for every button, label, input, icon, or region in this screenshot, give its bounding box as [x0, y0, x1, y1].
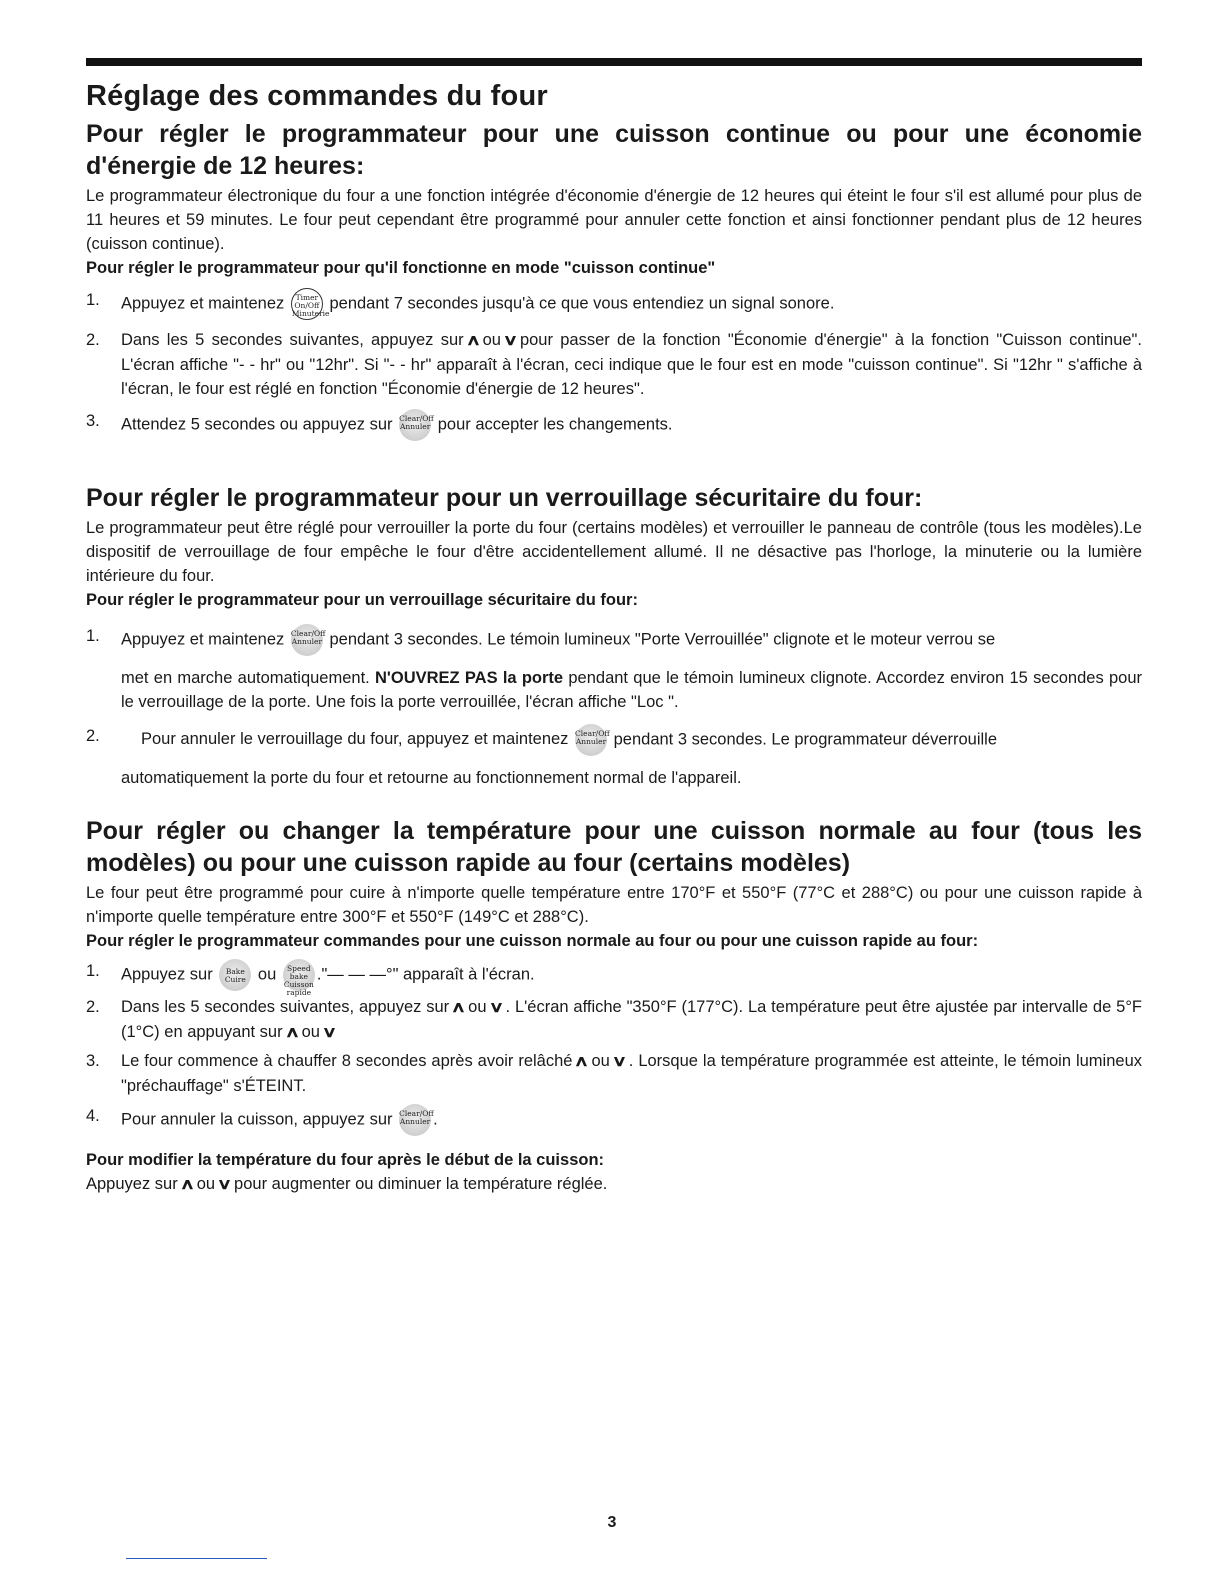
step-number: 3.: [86, 412, 100, 430]
warning-text: N'OUVREZ PAS la porte: [375, 669, 564, 687]
bake-button-icon: Bake Cuire: [219, 959, 251, 991]
step-text: ou: [482, 331, 501, 349]
clear-off-button-icon: Clear/Off Annuler: [575, 724, 607, 756]
section-oven-lock: [86, 482, 1142, 790]
section-intro: Le four peut être programmé pour cuire à n'importe quelle température entre 170°F et 550°F (77°C et 288°C) ou pour une cuisson rapide à n'importe quelle température entre 300°F et 550°F (149°C et 288°C).: [86, 884, 1142, 926]
step-text: pour accepter les changements.: [437, 415, 673, 434]
arrow-down-icon: ∨: [611, 1053, 627, 1070]
page-title: Réglage des commandes du four: [86, 80, 548, 112]
section-subheading: Pour régler le programmateur pour un verrouillage sécuritaire du four:: [86, 591, 638, 609]
list-item: [86, 1104, 1142, 1136]
step-text: ."— — —°" apparaît à l'écran.: [316, 965, 535, 984]
step-text: Appuyez et maintenez: [121, 630, 285, 649]
modify-text: Appuyez sur ∧ ou ∨ pour augmenter ou diminuer la température réglée.: [86, 1172, 1142, 1197]
step-text: ou: [301, 1023, 320, 1041]
step-text: Appuyez et maintenez: [121, 294, 285, 313]
list-item: [86, 409, 1142, 441]
top-rule: [86, 58, 1142, 66]
arrow-down-icon: ∨: [216, 1176, 233, 1193]
step-text: ou: [468, 998, 487, 1016]
clear-off-button-icon: Clear/Off Annuler: [399, 1104, 431, 1136]
list-item: [86, 624, 1142, 714]
step-text: met en marche automatiquement.: [121, 669, 370, 687]
section-continuous-bake: [86, 118, 1142, 441]
section-subheading: Pour régler le programmateur pour qu'il fonctionne en mode "cuisson continue": [86, 259, 716, 277]
step-text: . Lorsque la température programmée est atteinte, le témoin lumineux "préchauffage" s'ÉTEINT.: [121, 1052, 1142, 1095]
step-text: pendant que le témoin lumineux clignote. Accordez environ 15 secondes pour le verrouillage de la porte. Une fois la porte verrouillée, l'écran affiche "Loc ".: [121, 669, 1142, 711]
step-number: 2.: [86, 331, 100, 349]
speed-bake-button-icon: Speed bake Cuisson rapide: [283, 959, 315, 991]
arrow-up-icon: ∧: [465, 332, 481, 349]
step-text: Le four commence à chauffer 8 secondes après avoir relâché: [121, 1052, 573, 1070]
arrow-down-icon: ∨: [488, 999, 504, 1016]
arrow-up-icon: ∧: [179, 1176, 195, 1193]
arrow-up-icon: ∧: [450, 999, 467, 1016]
step-text: .: [433, 1110, 438, 1129]
arrow-down-icon: ∨: [321, 1024, 338, 1041]
step-text: ou: [591, 1052, 610, 1070]
arrow-up-icon: ∧: [284, 1024, 300, 1041]
step-text: Dans les 5 secondes suivantes, appuyez sur: [121, 331, 464, 349]
timer-button-icon: Timer On/Off Minuterie: [291, 288, 323, 320]
list-item: [86, 959, 1142, 997]
step-number: 1.: [86, 962, 100, 980]
section-heading: Pour régler ou changer la température pour une cuisson normale au four (tous les modèles) ou pour une cuisson rapide au four (certains modèles): [86, 817, 1142, 877]
arrow-down-icon: ∨: [502, 332, 519, 349]
step-text: pendant 7 secondes jusqu'à ce que vous entendiez un signal sonore.: [329, 294, 835, 313]
clear-off-button-icon: Clear/Off Annuler: [291, 624, 323, 656]
section-intro: Le programmateur peut être réglé pour verrouiller la porte du four (certains modèles) et verrouiller le panneau de contrôle (tous les modèles).Le dispositif de verrouillage de four empêche le four d'être accidentellement allumé. Il ne désactive pas l'horloge, la minuterie ou la lumière intérieure du four.: [86, 519, 1142, 585]
list-item: [86, 1049, 1142, 1098]
page-number: 3: [607, 1514, 617, 1531]
modify-subheading: Pour modifier la température du four après le début de la cuisson:: [86, 1151, 605, 1169]
section-intro: Le programmateur électronique du four a une fonction intégrée d'économie d'énergie de 12 heures qui éteint le four s'il est allumé pour plus de 11 heures et 59 minutes. Le four peut cependant être programmé pour annuler cette fonction et ainsi fonctionner pendant plus de 12 heures (cuisson continue).: [86, 187, 1142, 253]
step-number: 1.: [86, 627, 100, 645]
list-item: [86, 288, 1142, 320]
footer-rule: [126, 1558, 267, 1559]
arrow-up-icon: ∧: [574, 1053, 590, 1070]
step-number: 2.: [86, 998, 100, 1016]
step-text: ou: [257, 965, 277, 984]
clear-off-button-icon: Clear/Off Annuler: [399, 409, 431, 441]
list-item: [86, 724, 1142, 790]
step-number: 3.: [86, 1052, 100, 1070]
step-text: pendant 3 secondes. Le témoin lumineux "Porte Verrouillée" clignote et le moteur verrou se: [329, 630, 996, 649]
step-number: 2.: [86, 727, 100, 745]
section-subheading: Pour régler le programmateur commandes pour une cuisson normale au four ou pour une cuisson rapide au four:: [86, 932, 979, 950]
list-item: [86, 995, 1142, 1045]
step-text: Pour annuler le verrouillage du four, appuyez et maintenez: [141, 730, 569, 749]
step-text: pendant 3 secondes. Le programmateur déverrouille: [613, 730, 998, 749]
step-text: . L'écran affiche "350°F (177°C). La température peut être ajustée par intervalle de 5°F (1°C) en appuyant sur: [121, 998, 1142, 1041]
list-item: [86, 328, 1142, 401]
step-text: Pour annuler la cuisson, appuyez sur: [121, 1110, 393, 1129]
step-number: 1.: [86, 291, 100, 309]
step-text: Dans les 5 secondes suivantes, appuyez sur: [121, 998, 450, 1016]
step-number: 4.: [86, 1107, 100, 1125]
section-heading: Pour régler le programmateur pour un verrouillage sécuritaire du four:: [86, 484, 923, 512]
section-bake-temperature: [86, 815, 1142, 1197]
section-heading: Pour régler le programmateur pour une cuisson continue ou pour une économie d'énergie de 12 heures:: [86, 120, 1142, 180]
step-text: automatiquement la porte du four et retourne au fonctionnement normal de l'appareil.: [121, 769, 742, 787]
step-text: Appuyez sur: [121, 965, 213, 984]
step-text: pour passer de la fonction "Économie d'énergie" à la fonction "Cuisson continue". L'écran affiche "- - hr" ou "12hr". Si "- - hr" apparaît à l'écran, ceci indique que le four est en mode "cuisson continue". Si "12hr " s'affiche à l'écran, le four est réglé en fonction "Économie d'énergie de 12 heures".: [121, 331, 1142, 398]
step-text: Attendez 5 secondes ou appuyez sur: [121, 415, 393, 434]
